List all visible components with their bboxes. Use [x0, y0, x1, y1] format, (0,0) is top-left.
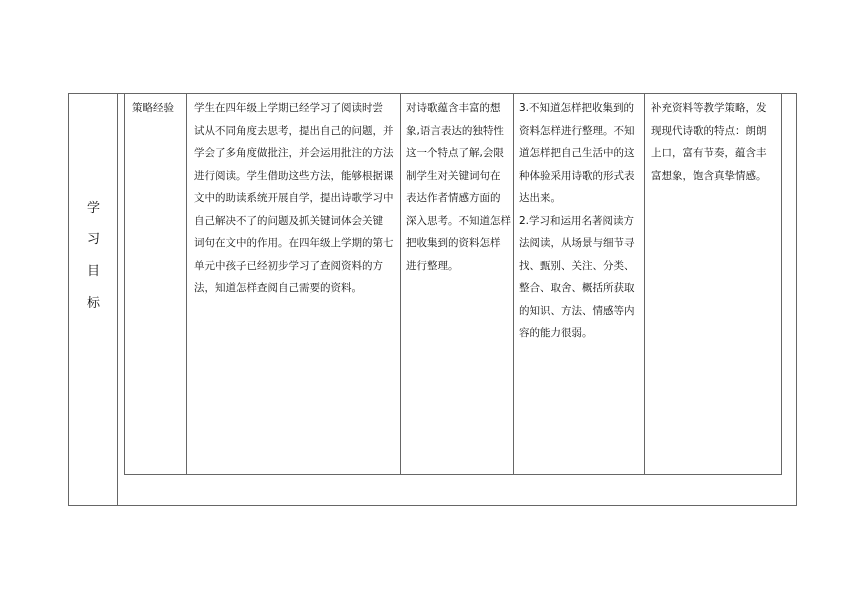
cell-line: 进行整理。	[406, 259, 459, 272]
row-label-char: 学	[86, 201, 100, 216]
prior-knowledge-cell	[187, 94, 401, 474]
row-label-char: 目	[86, 264, 100, 279]
cell-line: 表达作者情感方面的	[406, 192, 501, 204]
cell-line: 学生在四年级上学期已经学习了阅读时尝	[194, 102, 383, 114]
cell-line: 象,语言表达的独特性	[406, 124, 504, 137]
category-cell	[125, 94, 187, 474]
cell-line: 进行阅读。学生借助这些方法，能够根据课	[194, 169, 394, 182]
cell-line: 道怎样把自己生活中的这	[519, 147, 635, 159]
cell-line: 2.学习和运用名著阅读方	[519, 214, 635, 227]
difficulty-cell	[401, 94, 514, 474]
row-label-char: 标	[86, 296, 100, 311]
weakness-cell	[514, 94, 645, 474]
cell-line: 文中的助读系统开展自学，提出诗歌学习中	[194, 192, 394, 204]
category-label: 策略经验	[132, 102, 174, 114]
cell-line: 补充资料等教学策略，发	[651, 102, 767, 114]
row-label-column	[69, 94, 118, 505]
cell-line: 学会了多角度做批注，并会运用批注的方法	[194, 147, 394, 159]
cell-line: 把收集到的资料怎样	[406, 237, 501, 249]
cell-line: 这一个特点了解,会限	[406, 147, 504, 159]
cell-line: 单元中孩子已经初步学习了查阅资料的方	[194, 259, 383, 272]
learning-goals-table	[68, 93, 797, 506]
cell-line: 制学生对关键词句在	[406, 169, 501, 182]
inner-grid	[124, 94, 782, 475]
cell-line: 找、甄别、关注、分类、	[519, 259, 635, 272]
cell-line: 容的能力很弱。	[519, 327, 593, 339]
cell-line: 深入思考。不知道怎样	[406, 214, 511, 227]
cell-line: 法，知道怎样查阅自己需要的资料。	[194, 282, 362, 294]
cell-line: 现现代诗歌的特点：朗朗	[651, 124, 767, 137]
cell-line: 达出来。	[519, 192, 561, 204]
strategy-cell	[645, 94, 781, 474]
cell-line: 对诗歌蕴含丰富的想	[406, 102, 501, 114]
cell-line: 资料怎样进行整理。不知	[519, 124, 635, 137]
row-label-char: 习	[86, 232, 100, 247]
cell-line: 法阅读，从场景与细节寻	[519, 237, 635, 249]
cell-line: 整合、取舍、概括所获取	[519, 282, 635, 294]
cell-line: 上口，富有节奏，蕴含丰	[651, 147, 767, 159]
cell-line: 试从不同角度去思考，提出自己的问题，并	[194, 124, 394, 137]
cell-line: 3.不知道怎样把收集到的	[519, 102, 635, 114]
cell-line: 种体验采用诗歌的形式表	[519, 169, 635, 182]
cell-line: 的知识、方法、情感等内	[519, 304, 635, 317]
cell-line: 词句在文中的作用。在四年级上学期的第七	[194, 237, 394, 249]
cell-line: 富想象，饱含真挚情感。	[651, 169, 767, 182]
cell-line: 自己解决不了的问题及抓关键词体会关键	[194, 214, 383, 227]
